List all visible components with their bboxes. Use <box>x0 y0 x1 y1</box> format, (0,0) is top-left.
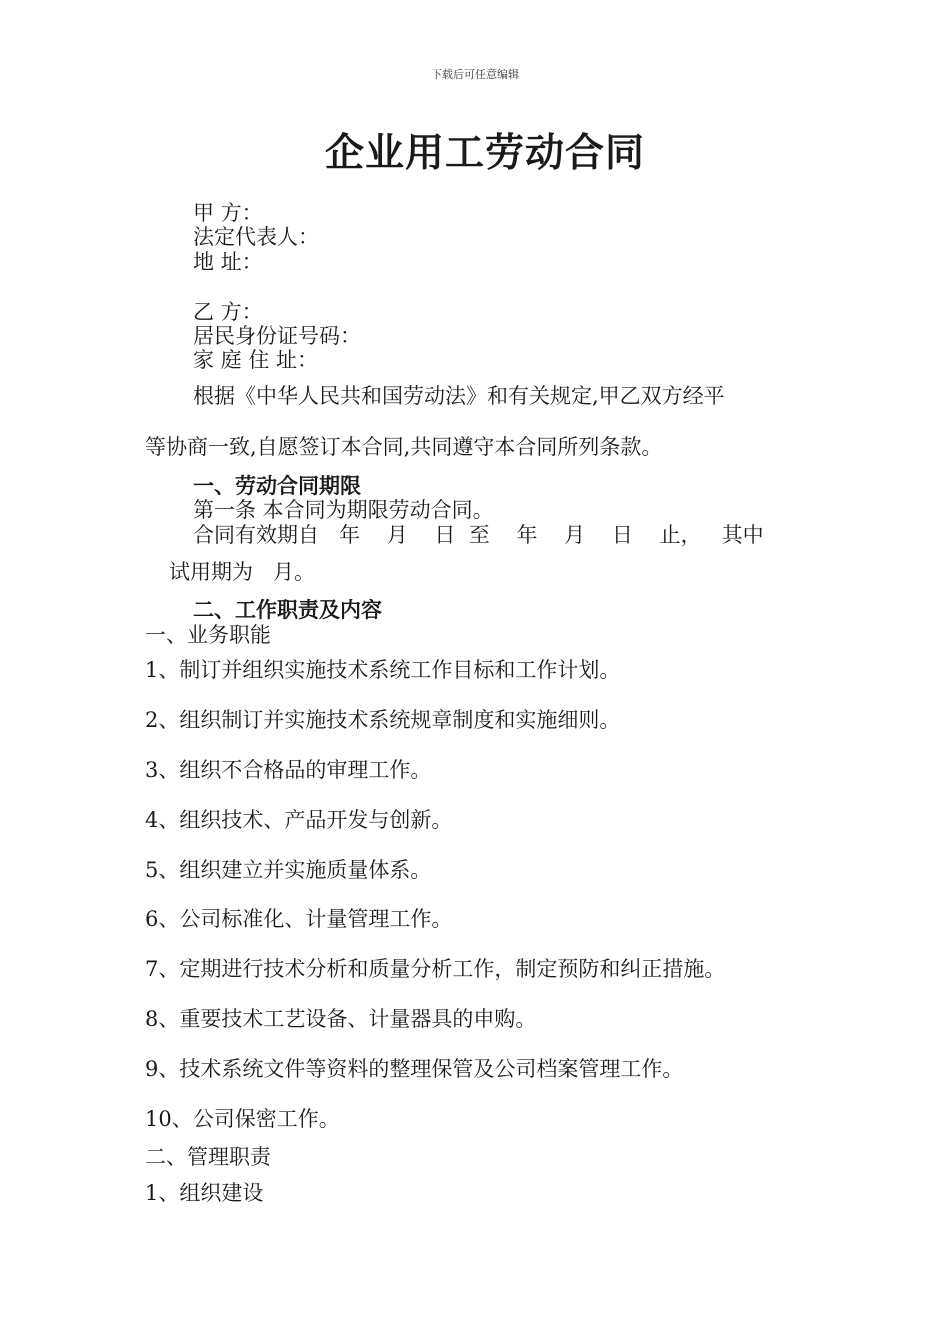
list-item: 7、定期进行技术分析和质量分析工作，制定预防和纠正措施。 <box>145 957 726 981</box>
party-a-address-label: 地 址： <box>193 250 263 274</box>
article-1: 第一条 本合同为期限劳动合同。 <box>193 498 494 522</box>
list-item: 5、组织建立并实施质量体系。 <box>145 858 432 882</box>
list-item: 9、技术系统文件等资料的整理保管及公司档案管理工作。 <box>145 1057 684 1081</box>
party-b-label: 乙 方： <box>193 300 263 324</box>
list-item: 4、组织技术、产品开发与创新。 <box>145 808 453 832</box>
list-item: 6、公司标准化、计量管理工作。 <box>145 907 453 931</box>
list-item: 2、组织制订并实施技术系统规章制度和实施细则。 <box>145 708 621 732</box>
preamble-line-2: 等协商一致,自愿签订本合同,共同遵守本合同所列条款。 <box>145 435 663 459</box>
list-item: 8、重要技术工艺设备、计量器具的申购。 <box>145 1007 537 1031</box>
section-2-heading: 二、工作职责及内容 <box>193 597 382 622</box>
management-duties-heading: 二、管理职责 <box>145 1145 271 1169</box>
legal-representative-label: 法定代表人： <box>193 225 319 249</box>
list-item: 1、制订并组织实施技术系统工作目标和工作计划。 <box>145 658 621 682</box>
validity-line-2: 试用期为 月。 <box>169 560 316 584</box>
id-number-label: 居民身份证号码： <box>193 324 361 348</box>
section-1-heading: 一、劳动合同期限 <box>193 473 361 498</box>
list-item: 3、组织不合格品的审理工作。 <box>145 758 432 782</box>
document-title: 企业用工劳动合同 <box>324 130 645 176</box>
home-address-label: 家 庭 住 址： <box>193 348 319 372</box>
header-note: 下载后可任意编辑 <box>431 68 519 81</box>
list-item: 10、公司保密工作。 <box>145 1107 340 1131</box>
party-a-label: 甲 方： <box>193 201 263 225</box>
validity-line-1: 合同有效期自 年 月 日 至 年 月 日 止， 其中 <box>193 523 764 547</box>
business-functions-heading: 一、业务职能 <box>145 623 271 647</box>
list-item: 1、组织建设 <box>145 1181 264 1205</box>
preamble-line-1: 根据《中华人民共和国劳动法》和有关规定,甲乙双方经平 <box>193 384 725 408</box>
